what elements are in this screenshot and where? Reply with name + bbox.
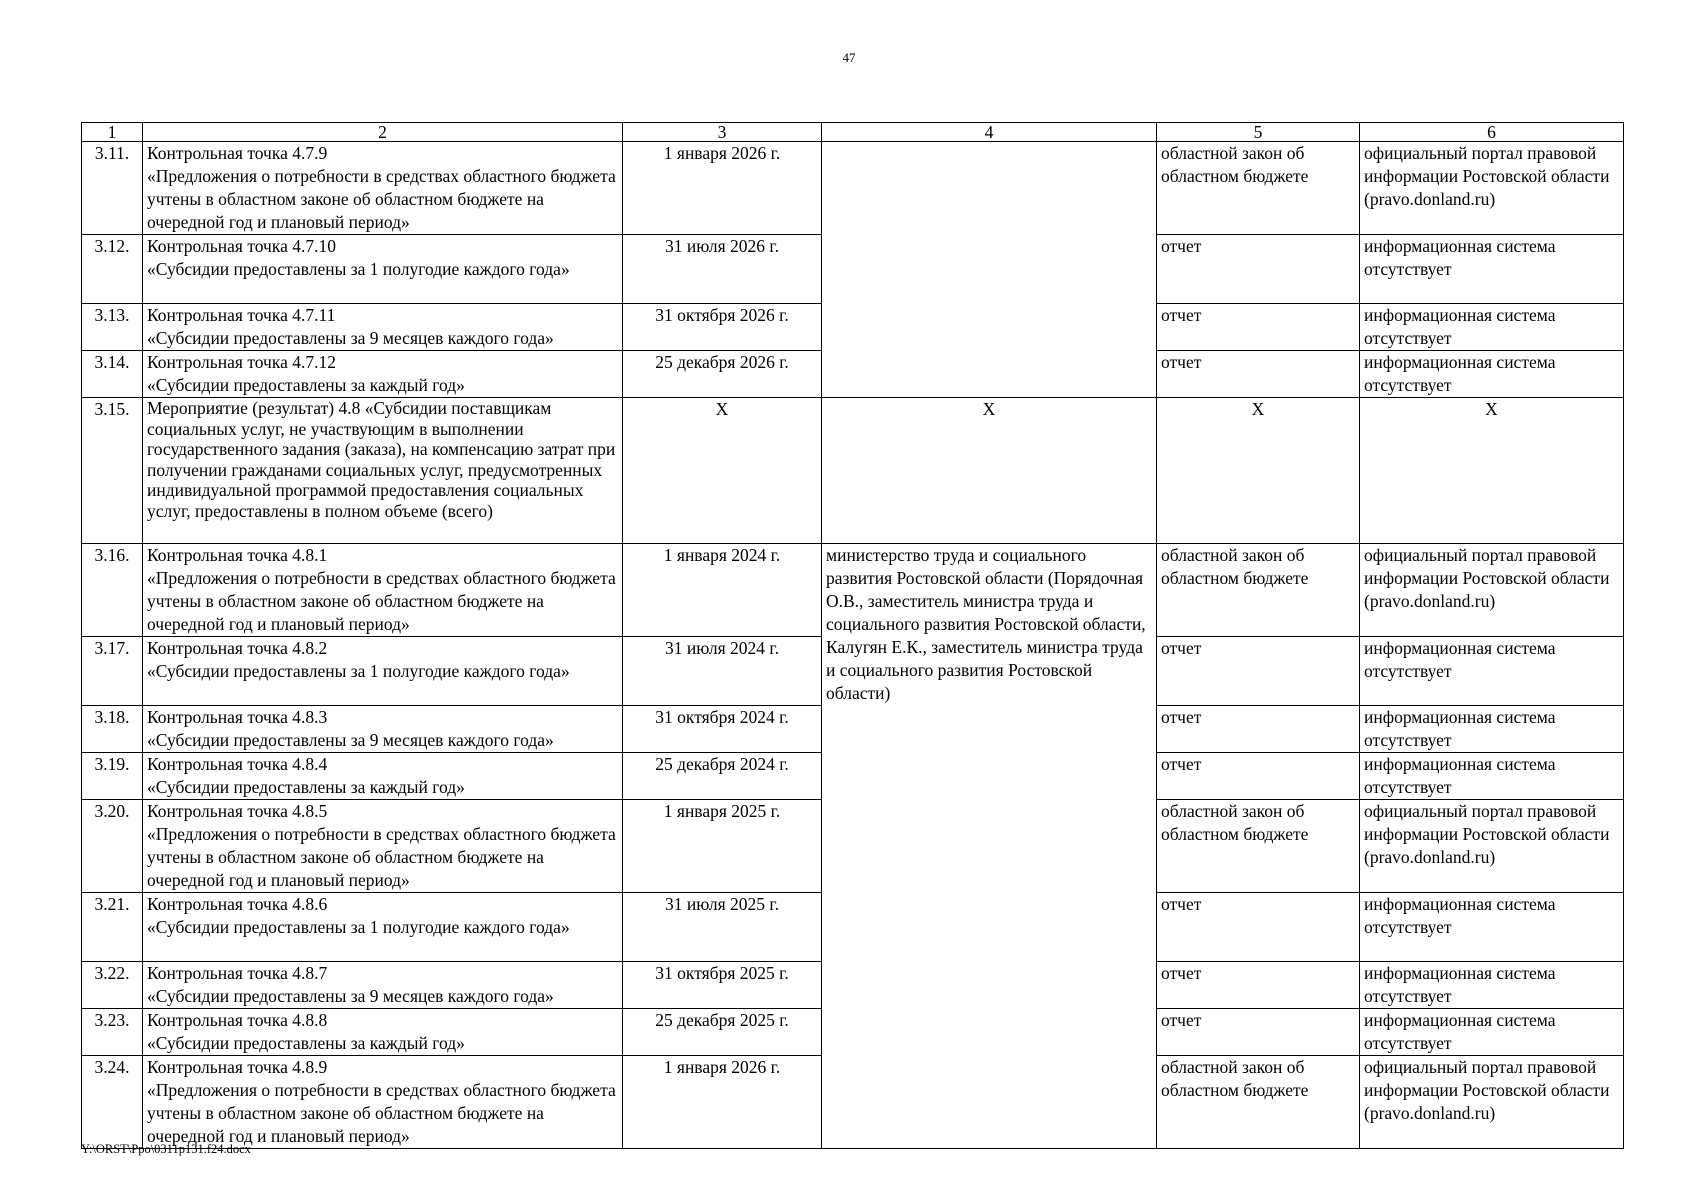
- row-date: 1 января 2024 г.: [623, 544, 822, 637]
- row-title: Контрольная точка 4.8.6: [147, 894, 328, 914]
- row-text: «Предложения о потребности в средствах областного бюджета учтены в областном законе об областном бюджете на очередной год и плановый период»: [147, 568, 616, 634]
- row-info-system: официальный портал правовой информации Ростовской области (pravo.donland.ru): [1360, 544, 1624, 637]
- row-document: отчет: [1157, 706, 1360, 753]
- row-number: 3.18.: [82, 706, 143, 753]
- row-date: 25 декабря 2026 г.: [623, 351, 822, 398]
- row-description: [143, 1009, 623, 1056]
- row-title: Контрольная точка 4.8.7: [147, 963, 328, 983]
- row-document: отчет: [1157, 1009, 1360, 1056]
- row-date: 25 декабря 2025 г.: [623, 1009, 822, 1056]
- row-title: Контрольная точка 4.7.11: [147, 305, 336, 325]
- row-text: «Субсидии предоставлены за 1 полугодие каждого года»: [147, 259, 570, 279]
- row-info-system: официальный портал правовой информации Ростовской области (pravo.donland.ru): [1360, 800, 1624, 893]
- row-info-system: информационная система отсутствует: [1360, 706, 1624, 753]
- row-date: 31 октября 2024 г.: [623, 706, 822, 753]
- row-document: областной закон об областном бюджете: [1157, 1056, 1360, 1149]
- row-document: областной закон об областном бюджете: [1157, 800, 1360, 893]
- row-date: 31 июля 2025 г.: [623, 893, 822, 962]
- row-text: «Субсидии предоставлены за каждый год»: [147, 1033, 465, 1053]
- row-number: 3.12.: [82, 235, 143, 304]
- row-document: отчет: [1157, 304, 1360, 351]
- header-cell-5: 5: [1157, 123, 1360, 142]
- row-description: [143, 142, 623, 235]
- row-title: Контрольная точка 4.8.3: [147, 707, 328, 727]
- row-text: «Субсидии предоставлены за 9 месяцев каждого года»: [147, 328, 554, 348]
- row-date: 1 января 2026 г.: [623, 142, 822, 235]
- responsible-cell-empty: [822, 142, 1157, 398]
- row-number: 3.23.: [82, 1009, 143, 1056]
- row-document: отчет: [1157, 893, 1360, 962]
- row-document: отчет: [1157, 351, 1360, 398]
- row-info-system: информационная система отсутствует: [1360, 962, 1624, 1009]
- row-title: Контрольная точка 4.8.1: [147, 545, 328, 565]
- row-description: [143, 637, 623, 706]
- row-info-system: официальный портал правовой информации Ростовской области (pravo.donland.ru): [1360, 1056, 1624, 1149]
- header-cell-4: 4: [822, 123, 1157, 142]
- row-date: 25 декабря 2024 г.: [623, 753, 822, 800]
- row-text: «Субсидии предоставлены за каждый год»: [147, 375, 465, 395]
- row-title: Контрольная точка 4.7.10: [147, 236, 336, 256]
- header-cell-3: 3: [623, 123, 822, 142]
- row-info-system: информационная система отсутствует: [1360, 637, 1624, 706]
- row-info-system: X: [1360, 398, 1624, 544]
- row-date: X: [623, 398, 822, 544]
- row-text: «Субсидии предоставлены за 1 полугодие каждого года»: [147, 661, 570, 681]
- row-number: 3.17.: [82, 637, 143, 706]
- row-number: 3.13.: [82, 304, 143, 351]
- row-number: 3.15.: [82, 398, 143, 544]
- row-document: отчет: [1157, 753, 1360, 800]
- row-description: [143, 962, 623, 1009]
- row-info-system: официальный портал правовой информации Ростовской области (pravo.donland.ru): [1360, 142, 1624, 235]
- row-info-system: информационная система отсутствует: [1360, 753, 1624, 800]
- row-info-system: информационная система отсутствует: [1360, 1009, 1624, 1056]
- control-points-table: [81, 122, 1624, 1149]
- row-document: отчет: [1157, 235, 1360, 304]
- table-row: [82, 398, 1624, 544]
- row-text: «Предложения о потребности в средствах областного бюджета учтены в областном законе об областном бюджете на очередной год и плановый период»: [147, 824, 616, 890]
- table-row: [82, 544, 1624, 637]
- file-path-footer: Y:\ORST\Ppo\0311p131.f24.docx: [81, 1142, 251, 1156]
- row-text: «Субсидии предоставлены за 9 месяцев каждого года»: [147, 986, 554, 1006]
- row-title: Контрольная точка 4.8.9: [147, 1057, 328, 1077]
- page-number: 47: [842, 50, 856, 65]
- header-cell-1: 1: [82, 123, 143, 142]
- row-info-system: информационная система отсутствует: [1360, 304, 1624, 351]
- row-date: 31 октября 2025 г.: [623, 962, 822, 1009]
- row-description: [143, 235, 623, 304]
- row-date: 1 января 2026 г.: [623, 1056, 822, 1149]
- row-document: областной закон об областном бюджете: [1157, 142, 1360, 235]
- row-description: [143, 800, 623, 893]
- row-title: Контрольная точка 4.7.12: [147, 352, 336, 372]
- row-description: [143, 706, 623, 753]
- row-description: [143, 304, 623, 351]
- row-title: Контрольная точка 4.8.2: [147, 638, 328, 658]
- row-date: 31 октября 2026 г.: [623, 304, 822, 351]
- row-number: 3.24.: [82, 1056, 143, 1149]
- row-date: 31 июля 2024 г.: [623, 637, 822, 706]
- row-text: «Субсидии предоставлены за каждый год»: [147, 777, 465, 797]
- row-number: 3.11.: [82, 142, 143, 235]
- row-text: «Предложения о потребности в средствах областного бюджета учтены в областном законе об областном бюджете на очередной год и плановый период»: [147, 166, 616, 232]
- row-description: [143, 753, 623, 800]
- row-responsible: X: [822, 398, 1157, 544]
- row-document: X: [1157, 398, 1360, 544]
- row-document: отчет: [1157, 637, 1360, 706]
- responsible-cell: министерство труда и социального развития Ростовской области (Порядочная О.В., заместитель министра труда и социального развития Ростовской области, Калугян Е.К., заместитель министра труда и социального развития Ростовской области): [822, 544, 1157, 1149]
- row-title: Контрольная точка 4.8.5: [147, 801, 328, 821]
- header-row: [82, 123, 1624, 142]
- row-text: «Предложения о потребности в средствах областного бюджета учтены в областном законе об областном бюджете на очередной год и плановый период»: [147, 1080, 616, 1146]
- row-info-system: информационная система отсутствует: [1360, 351, 1624, 398]
- row-number: 3.22.: [82, 962, 143, 1009]
- row-number: 3.21.: [82, 893, 143, 962]
- row-number: 3.19.: [82, 753, 143, 800]
- row-description: [143, 544, 623, 637]
- row-document: областной закон об областном бюджете: [1157, 544, 1360, 637]
- row-info-system: информационная система отсутствует: [1360, 893, 1624, 962]
- row-text: «Субсидии предоставлены за 1 полугодие каждого года»: [147, 917, 570, 937]
- row-description: [143, 351, 623, 398]
- row-description: [143, 893, 623, 962]
- row-date: 31 июля 2026 г.: [623, 235, 822, 304]
- header-cell-6: 6: [1360, 123, 1624, 142]
- row-title: Контрольная точка 4.8.8: [147, 1010, 328, 1030]
- row-number: 3.20.: [82, 800, 143, 893]
- row-number: 3.14.: [82, 351, 143, 398]
- row-text: «Субсидии предоставлены за 9 месяцев каждого года»: [147, 730, 554, 750]
- row-document: отчет: [1157, 962, 1360, 1009]
- row-title: Контрольная точка 4.7.9: [147, 143, 328, 163]
- row-number: 3.16.: [82, 544, 143, 637]
- row-description: Мероприятие (результат) 4.8 «Субсидии поставщикам социальных услуг, не участвующим в выполнении государственного задания (заказа), на компенсацию затрат при получении гражданами социальных услуг, предусмотренных индивидуальной программой предоставления социальных услуг, предоставлены в полном объеме (всего): [143, 398, 623, 544]
- header-cell-2: 2: [143, 123, 623, 142]
- row-date: 1 января 2025 г.: [623, 800, 822, 893]
- table-row: [82, 142, 1624, 235]
- row-description: [143, 1056, 623, 1149]
- row-info-system: информационная система отсутствует: [1360, 235, 1624, 304]
- row-title: Контрольная точка 4.8.4: [147, 754, 328, 774]
